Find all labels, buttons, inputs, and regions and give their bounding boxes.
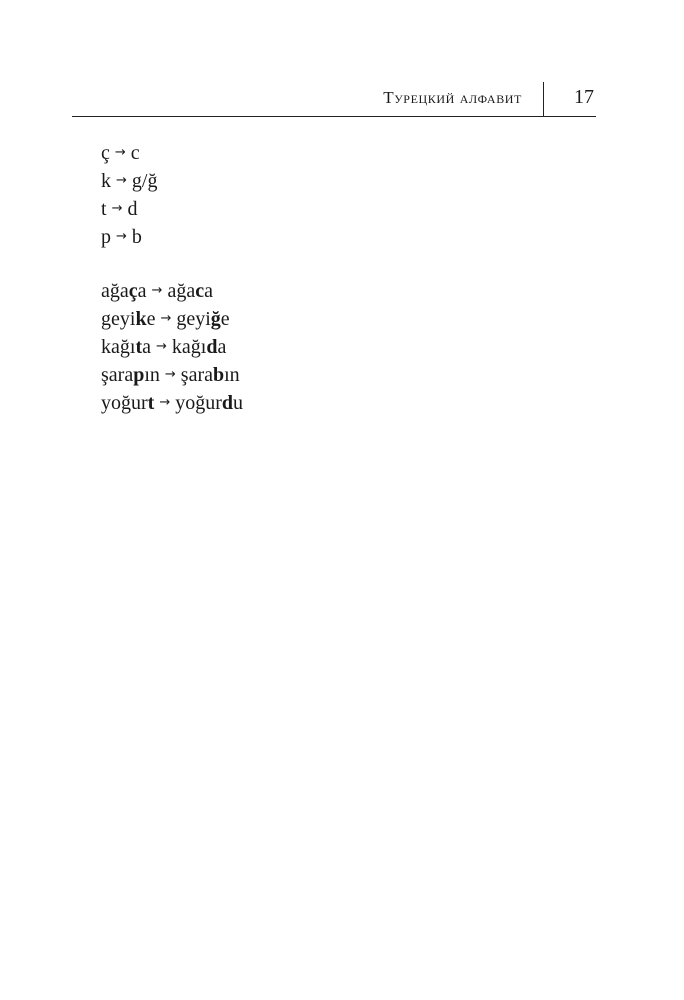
rule-line bbox=[101, 167, 157, 195]
changed-letter: ç bbox=[128, 280, 138, 302]
word-part: geyi bbox=[101, 308, 136, 330]
rule-from: p bbox=[101, 226, 111, 248]
word-part: geyi bbox=[176, 308, 211, 330]
example-to bbox=[176, 308, 229, 330]
arrow-icon: → bbox=[160, 311, 172, 326]
word-part: yoğur bbox=[175, 392, 222, 414]
word-part: ın bbox=[224, 364, 240, 386]
rule-line bbox=[101, 195, 157, 223]
word-part: kağı bbox=[101, 336, 136, 358]
changed-letter: p bbox=[133, 364, 145, 386]
running-head bbox=[72, 78, 596, 117]
example-line bbox=[101, 305, 243, 333]
example-to bbox=[167, 280, 213, 302]
word-part: şara bbox=[180, 364, 213, 386]
rule-from: t bbox=[101, 198, 107, 220]
example-to bbox=[181, 364, 240, 386]
arrow-icon: → bbox=[111, 201, 123, 216]
word-part: e bbox=[220, 308, 230, 330]
changed-letter: t bbox=[135, 336, 143, 358]
rule-from: ç bbox=[101, 142, 110, 164]
consonant-rules bbox=[101, 139, 157, 251]
example-line bbox=[101, 361, 243, 389]
word-part: e bbox=[146, 308, 156, 330]
changed-letter: d bbox=[221, 392, 234, 414]
arrow-icon: → bbox=[114, 145, 126, 160]
chapter-title: Турецкий алфавит bbox=[383, 88, 522, 107]
arrow-icon: → bbox=[159, 395, 171, 410]
rule-to: c bbox=[130, 142, 140, 164]
changed-letter: d bbox=[206, 336, 218, 358]
changed-letter: b bbox=[213, 364, 225, 386]
rule-from: k bbox=[101, 170, 111, 192]
example-from bbox=[101, 392, 154, 414]
word-part: ın bbox=[144, 364, 160, 386]
word-part: ağa bbox=[101, 280, 129, 302]
changed-letter: ğ bbox=[210, 308, 221, 330]
changed-letter: k bbox=[135, 308, 147, 330]
rule-line bbox=[101, 223, 157, 251]
example-from bbox=[101, 364, 160, 386]
word-part: ağa bbox=[167, 280, 196, 302]
rule-to: d bbox=[127, 198, 138, 220]
word-part: kağı bbox=[171, 336, 207, 358]
rule-to: b bbox=[131, 226, 142, 248]
example-to bbox=[175, 392, 243, 414]
example-from bbox=[101, 336, 151, 358]
example-line bbox=[101, 389, 243, 417]
example-from bbox=[101, 280, 147, 302]
example-line bbox=[101, 333, 243, 361]
changed-letter: t bbox=[147, 392, 155, 414]
example-line bbox=[101, 277, 243, 305]
word-part: a bbox=[137, 280, 147, 302]
word-part: şara bbox=[101, 364, 134, 386]
rule-to: g/ğ bbox=[131, 170, 158, 192]
changed-letter: c bbox=[195, 280, 205, 302]
word-part: a bbox=[142, 336, 151, 358]
header-divider bbox=[543, 82, 544, 116]
example-from bbox=[101, 308, 155, 330]
word-part: u bbox=[233, 392, 244, 414]
example-to bbox=[172, 336, 226, 358]
arrow-icon: → bbox=[116, 229, 127, 244]
arrow-icon: → bbox=[151, 283, 163, 298]
rule-line bbox=[101, 139, 157, 167]
examples-list bbox=[101, 277, 243, 417]
word-part: a bbox=[204, 280, 213, 302]
arrow-icon: → bbox=[116, 173, 127, 188]
arrow-icon: → bbox=[156, 339, 167, 354]
arrow-icon: → bbox=[164, 367, 176, 382]
word-part: a bbox=[217, 336, 227, 358]
word-part: yoğur bbox=[101, 392, 148, 414]
page-number: 17 bbox=[574, 86, 594, 108]
